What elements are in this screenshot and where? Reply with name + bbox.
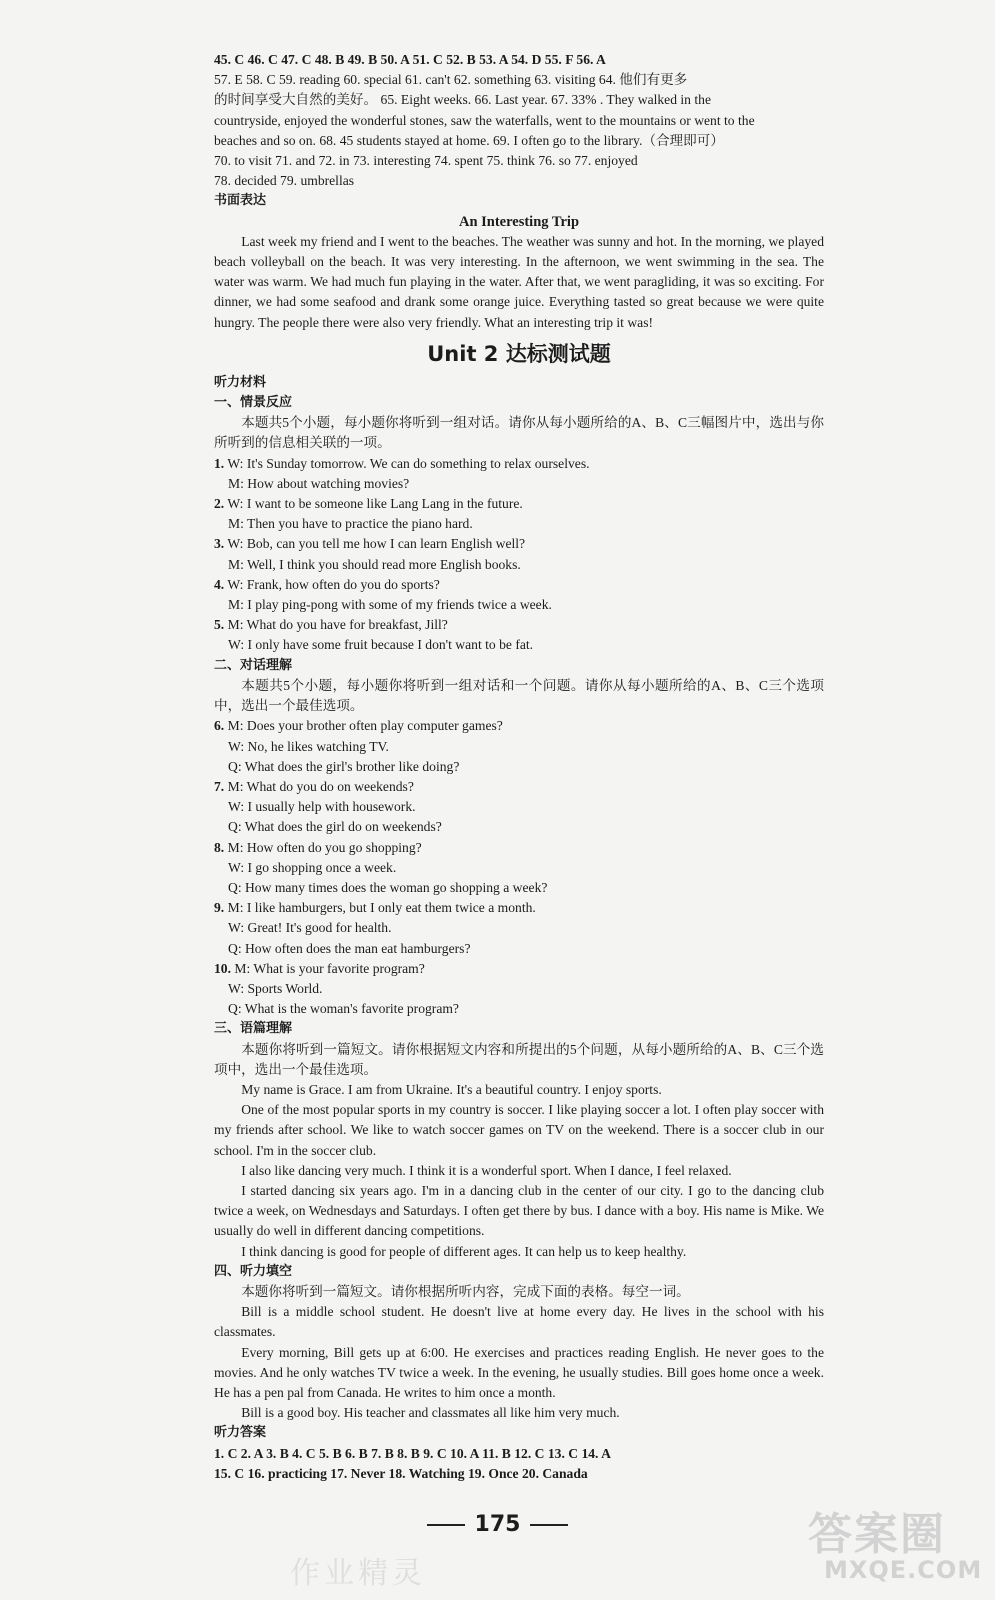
dialogue-line [214,797,824,817]
dialogue-text: M: I like hamburgers, but I only eat them twice a month. [227,900,536,916]
item-number: 5. [214,617,225,633]
listening-material-heading: 听力材料 [214,374,267,390]
dialogue-line [214,757,824,777]
answer-line: 70. to visit 71. and 72. in 73. interesting 74. spent 75. think 76. so 77. enjoyed [214,153,638,169]
page-number-text: 175 [474,1512,521,1537]
dialogue-text: Q: What does the girl's brother like doing? [228,758,460,774]
dash-left [427,1524,465,1526]
part2-dialogues [214,716,824,1019]
dialogue-line [214,817,824,837]
dialogue-text: W: Bob, can you tell me how I can learn English well? [227,536,526,552]
dialogue-line [214,878,824,898]
site-logo [800,1498,983,1594]
dialogue-line [214,898,824,918]
answer-line: beaches and so on. 68. 45 students stayed at home. 69. I often go to the library.（合理即可） [214,132,724,148]
item-number: 7. [214,778,225,794]
dialogue-line [214,494,824,514]
dialogue-line [214,575,824,595]
dialogue-text: Q: What does the girl do on weekends? [228,819,442,835]
passage-paragraph: My name is Grace. I am from Ukraine. It's a beautiful country. I enjoy sports. [241,1081,662,1097]
part3-heading: 三、语篇理解 [214,1021,293,1037]
dialogue-text: Q: What is the woman's favorite program? [228,1001,459,1017]
answers-top [214,50,824,191]
dialogue-line [214,454,824,474]
unit-title: Unit 2 达标测试题 [427,341,611,366]
dialogue-line [214,474,824,494]
answer-line: 15. C 16. practicing 17. Never 18. Watching 19. Once 20. Canada [214,1465,588,1481]
dialogue-text: M: Well, I think you should read more English books. [228,556,521,572]
answer-line: 45. C 46. C 47. C 48. B 49. B 50. A 51. C 52. B 53. A 54. D 55. F 56. A [214,52,606,67]
passage-paragraph: One of the most popular sports in my country is soccer. I like playing soccer a lot. I often play soccer with my friends after school. We like to watch soccer games on TV on the weekend. There is a soccer club in our school. I'm in the soccer club. [214,1102,824,1158]
dialogue-text: W: No, he likes watching TV. [228,738,389,754]
dialogue-line [214,858,824,878]
dialogue-line [214,959,824,979]
part1-dialogues [214,454,824,656]
answer-line: 1. C 2. A 3. B 4. C 5. B 6. B 7. B 8. B 9. C 10. A 11. B 12. C 13. C 14. A [214,1445,611,1461]
dialogue-text: W: I only have some fruit because I don't want to be fat. [228,637,534,653]
passage-paragraph: Bill is a middle school student. He doesn't live at home every day. He lives in the school with his classmates. [214,1304,824,1340]
part2-heading: 二、对话理解 [214,657,293,673]
part2-intro: 本题共5个小题，每小题你将听到一组对话和一个问题。请你从每小题所给的A、B、C三个选项中，选出一个最佳选项。 [214,677,824,714]
dialogue-line [214,615,824,635]
dialogue-line [214,737,824,757]
dialogue-text: M: How about watching movies? [228,475,410,491]
part3-intro: 本题你将听到一篇短文。请你根据短文内容和所提出的5个问题，从每小题所给的A、B、C三个选项中，选出一个最佳选项。 [214,1041,824,1077]
passage-paragraph: I think dancing is good for people of different ages. It can help us to keep healthy. [241,1243,687,1259]
watermark: 作业精灵 [290,1556,426,1591]
dialogue-line [214,999,824,1019]
dialogue-text: W: I go shopping once a week. [228,859,397,875]
dialogue-text: W: I want to be someone like Lang Lang in the future. [227,496,523,512]
item-number: 8. [214,839,225,855]
part4-heading: 四、听力填空 [214,1263,293,1279]
dialogue-line [214,635,824,655]
essay-body: Last week my friend and I went to the beaches. The weather was sunny and hot. In the morning, we played beach volleyball on the beach. It was very interesting. In the afternoon, we went swimming in the sea. The water was warm. We had much fun playing in the water. After that, we went paragliding, it was so exciting. For dinner, we had some seafood and drank some orange juice. Everything tasted so great because we were quite hungry. The people there were also very friendly. What an interesting trip it was! [214,233,824,330]
dialogue-text: Q: How many times does the woman go shopping a week? [228,879,548,895]
item-number: 2. [214,496,225,512]
dialogue-line [214,514,824,534]
item-number: 3. [214,536,225,552]
dialogue-line [214,838,824,858]
dialogue-line [214,918,824,938]
dialogue-text: Q: How often does the man eat hamburgers? [228,940,471,956]
item-number: 6. [214,718,225,734]
passage-paragraph: I also like dancing very much. I think it is a wonderful sport. When I dance, I feel relaxed. [241,1162,732,1178]
item-number: 10. [214,960,231,976]
essay-title: An Interesting Trip [458,213,580,230]
part1-heading: 一、情景反应 [214,395,293,411]
dialogue-text: M: What is your favorite program? [234,960,425,976]
logo-chinese: 答案圈 [808,1509,946,1560]
dialogue-line [214,595,824,615]
dialogue-text: M: What do you have for breakfast, Jill? [227,617,448,633]
dialogue-text: W: I usually help with housework. [228,799,416,815]
answer-line: countryside, enjoyed the wonderful stones, saw the waterfalls, went to the mountains or went to the [214,112,755,128]
answer-line: 78. decided 79. umbrellas [214,173,355,189]
item-number: 1. [214,455,225,471]
item-number: 9. [214,900,225,916]
dialogue-text: W: It's Sunday tomorrow. We can do something to relax ourselves. [227,455,590,471]
listening-answers-heading: 听力答案 [214,1425,267,1441]
writing-section-heading: 书面表达 [214,193,267,209]
part1-intro: 本题共5个小题，每小题你将听到一组对话。请你从每小题所给的A、B、C三幅图片中，选出与你所听到的信息相关联的一项。 [214,415,824,451]
page-content [214,50,824,1484]
passage-paragraph: Bill is a good boy. His teacher and classmates all like him very much. [241,1405,620,1421]
answer-line: 57. E 58. C 59. reading 60. special 61. can't 62. something 63. visiting 64. 他们有更多 [214,72,688,88]
dialogue-text: M: What do you do on weekends? [227,778,414,794]
dialogue-text: M: How often do you go shopping? [227,839,422,855]
dialogue-line [214,979,824,999]
dialogue-text: M: Then you have to practice the piano hard. [228,516,473,532]
dialogue-text: W: Sports World. [228,980,323,996]
dialogue-line [214,534,824,554]
passage-paragraph: I started dancing six years ago. I'm in a dancing club in the center of our city. I go to the dancing club twice a week, on Wednesdays and Saturdays. I often get there by bus. I dance with a boy. His name is Mike. We usually do well in different dancing competitions. [214,1182,824,1239]
item-number: 4. [214,576,225,592]
answer-line: 的时间享受大自然的美好。 65. Eight weeks. 66. Last year. 67. 33% . They walked in the [214,92,711,108]
dialogue-text: M: Does your brother often play computer games? [227,718,503,734]
dialogue-line [214,716,824,736]
dialogue-line [214,777,824,797]
dialogue-text: W: Frank, how often do you do sports? [227,576,440,592]
dialogue-line [214,939,824,959]
dash-right [530,1524,568,1526]
passage-paragraph: Every morning, Bill gets up at 6:00. He exercises and practices reading English. He never goes to the movies. And he only watches TV twice a week. In the evening, he usually studies. Bill goes home once a week. He has a pen pal from Canada. He writes to him once a month. [214,1344,824,1400]
dialogue-text: M: I play ping-pong with some of my friends twice a week. [228,597,552,613]
part4-intro: 本题你将听到一篇短文。请你根据所听内容，完成下面的表格。每空一词。 [241,1283,690,1299]
dialogue-text: W: Great! It's good for health. [228,920,392,936]
logo-url: MXQE.COM [824,1556,983,1584]
dialogue-line [214,555,824,575]
